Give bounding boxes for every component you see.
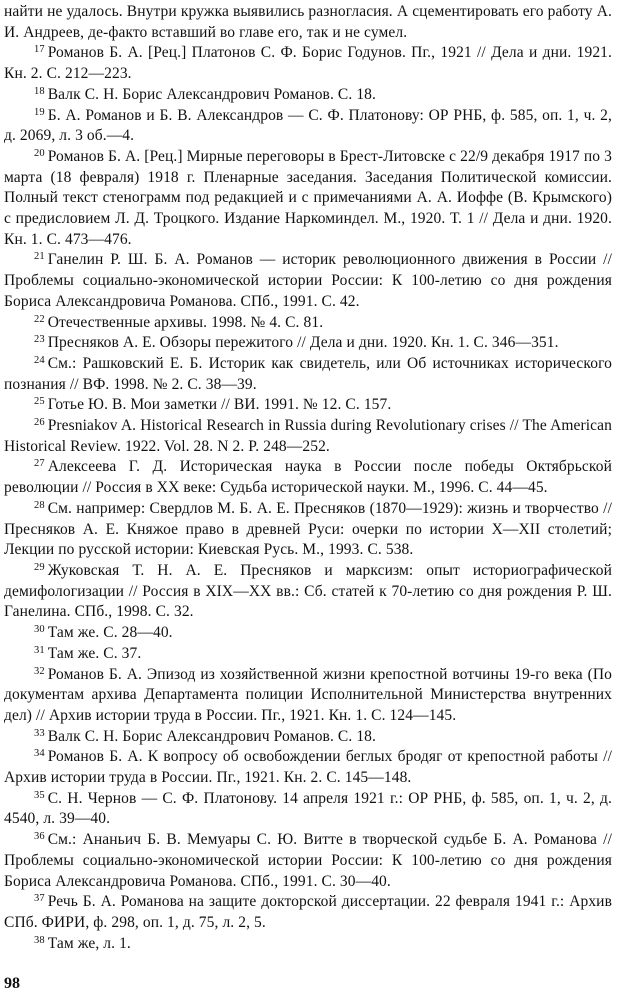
footnote-list — [4, 43, 612, 954]
footnote-text: Романов Б. А. Эпизод из хозяйственной жизни крепостной вотчины 19-го века (По документам архива Департамента полиции Исполнительной Министерства внутренних дел) // Архив истории труда в России. Пг., 1921. Кн. 1. С. 124—145. — [4, 665, 612, 724]
footnote-number: 26 — [34, 417, 45, 429]
footnote-25 — [4, 395, 612, 416]
footnote-number: 24 — [34, 354, 45, 366]
footnote-number: 25 — [34, 396, 45, 408]
footnote-text: Алексеева Г. Д. Историческая наука в России после победы Октябрьской революции // Россия в XX веке: Судьба исторической науки. М., 1996. С. 44—45. — [4, 458, 612, 497]
footnote-28 — [4, 499, 612, 561]
footnote-text: См.: Ананьич Б. В. Мемуары С. Ю. Витте в творческой судьбе Б. А. Романова // Проблемы социально-экономической истории России: К 100-летию со дня рождения Бориса Александровича Романова. СПб., 1991. С. 30—40. — [4, 831, 612, 890]
footnote-36 — [4, 830, 612, 892]
footnote-number: 36 — [34, 831, 45, 843]
footnote-20 — [4, 147, 612, 251]
footnote-number: 22 — [34, 313, 45, 325]
footnote-text: Отечественные архивы. 1998. № 4. С. 81. — [47, 313, 324, 331]
footnote-19 — [4, 106, 612, 147]
footnote-number: 29 — [34, 561, 45, 573]
footnote-number: 28 — [34, 499, 45, 511]
footnote-text: См. например: Свердлов М. Б. А. Е. Пресняков (1870—1929): жизнь и творчество // Пресняков А. Е. Княжое право в древней Руси: очерки по истории X—XII столетий; Лекции по русской истории: Киевская Русь. М., 1993. С. 538. — [4, 499, 612, 559]
footnote-number: 21 — [34, 251, 45, 263]
page-number: 98 — [4, 975, 20, 992]
intro-paragraph: найти не удалось. Внутри кружка выявились разногласия. А сцементировать его работу А. И. Андреев, де-факто вставший во главе его, так и не сумел. — [4, 3, 612, 41]
footnote-number: 17 — [34, 44, 45, 56]
footnote-17 — [4, 43, 612, 84]
footnote-27 — [4, 457, 612, 498]
footnote-number: 27 — [34, 458, 45, 470]
footnotes-block — [4, 2, 612, 954]
footnote-24 — [4, 354, 612, 395]
footnote-number: 30 — [34, 624, 45, 636]
footnote-29 — [4, 561, 612, 623]
footnote-number: 37 — [34, 893, 45, 905]
footnote-text: Речь Б. А. Романова на защите докторской диссертации. 22 февраля 1941 г.: Архив СПб. ФИРИ, ф. 298, оп. 1, д. 75, л. 2, 5. — [4, 893, 612, 931]
footnote-32 — [4, 665, 612, 727]
footnote-22 — [4, 313, 612, 334]
footnote-38 — [4, 934, 612, 955]
footnote-number: 35 — [34, 789, 45, 801]
footnote-text: Романов Б. А. [Рец.] Платонов С. Ф. Борис Годунов. Пг., 1921 // Дела и дни. 1921. Кн. 2. С. 212—223. — [4, 44, 612, 83]
footnote-number: 32 — [34, 665, 45, 677]
footnote-text: Presniakov A. Historical Research in Russia during Revolutionary crises // The American Historical Review. 1922. Vol. 28. N 2. P. 248—252. — [4, 417, 612, 455]
footnote-text: Валк С. Н. Борис Александрович Романов. С. 18. — [47, 727, 376, 745]
footnote-text: См.: Рашковский Е. Б. Историк как свидетель, или Об источниках исторического познания // ВФ. 1998. № 2. С. 38—39. — [4, 354, 612, 393]
footnote-text: Там же. С. 28—40. — [47, 624, 173, 642]
footnote-text: Пресняков А. Е. Обзоры пережитого // Дела и дни. 1920. Кн. 1. С. 346—351. — [47, 334, 559, 352]
footnote-text: Валк С. Н. Борис Александрович Романов. С. 18. — [47, 85, 376, 103]
footnote-number: 33 — [34, 727, 45, 739]
footnote-33 — [4, 727, 612, 748]
footnote-number: 31 — [34, 644, 45, 656]
footnote-text: Романов Б. А. [Рец.] Мирные переговоры в Брест-Литовске с 22/9 декабря 1917 по 3 марта (18 февраля) 1918 г. Пленарные заседания. Заседания Политической комиссии. Полный текст стенограмм под редакцией и с примечаниями А. А. Иоффе (В. Крымского) с предисловием Л. Д. Троцкого. Издание Наркоминдел. М., 1920. Т. 1 // Дела и дни. 1920. Кн. 1. С. 473—476. — [4, 147, 612, 248]
footnote-text: Б. А. Романов и Б. В. Александров — С. Ф. Платонову: ОР РНБ, ф. 585, оп. 1, ч. 2, д. 2069, л. 3 об.—4. — [4, 106, 612, 145]
footnote-text: Жуковская Т. Н. А. Е. Пресняков и марксизм: опыт историографической демифологизации // Россия в XIX—XX вв.: Сб. статей к 70-летию со дня рождения Р. Ш. Ганелина. СПб., 1998. С. 32. — [4, 561, 612, 621]
footnote-number: 20 — [34, 147, 45, 159]
footnote-text: Романов Б. А. К вопросу об освобождении беглых бродяг от крепостной работы // Архив истории труда в России. Пг., 1921. Кн. 2. С. 145—148. — [4, 748, 612, 787]
footnote-text: Ганелин Р. Ш. Б. А. Романов — историк революционного движения в России // Проблемы социально-экономической истории России: К 100-летию со дня рождения Бориса Александровича Романова. СПб., 1991. С. 42. — [4, 251, 612, 310]
footnote-text: Там же. С. 37. — [47, 644, 142, 662]
footnote-number: 23 — [34, 334, 45, 346]
footnote-number: 18 — [34, 85, 45, 97]
footnote-31 — [4, 644, 612, 665]
footnote-number: 38 — [34, 934, 45, 946]
footnote-23 — [4, 333, 612, 354]
footnote-text: Там же, л. 1. — [47, 934, 131, 952]
footnote-30 — [4, 623, 612, 644]
footnote-26 — [4, 416, 612, 457]
footnote-text: Готье Ю. В. Мои заметки // ВИ. 1991. № 12. С. 157. — [47, 396, 392, 414]
footnote-18 — [4, 85, 612, 106]
footnote-35 — [4, 789, 612, 830]
footnote-text: С. Н. Чернов — С. Ф. Платонову. 14 апреля 1921 г.: ОР РНБ, ф. 585, оп. 1, ч. 2, д. 4540, л. 39—40. — [4, 789, 612, 828]
footnote-21 — [4, 250, 612, 312]
footnote-37 — [4, 892, 612, 933]
footnote-34 — [4, 747, 612, 788]
footnote-number: 19 — [34, 106, 45, 118]
footnote-number: 34 — [34, 748, 45, 760]
